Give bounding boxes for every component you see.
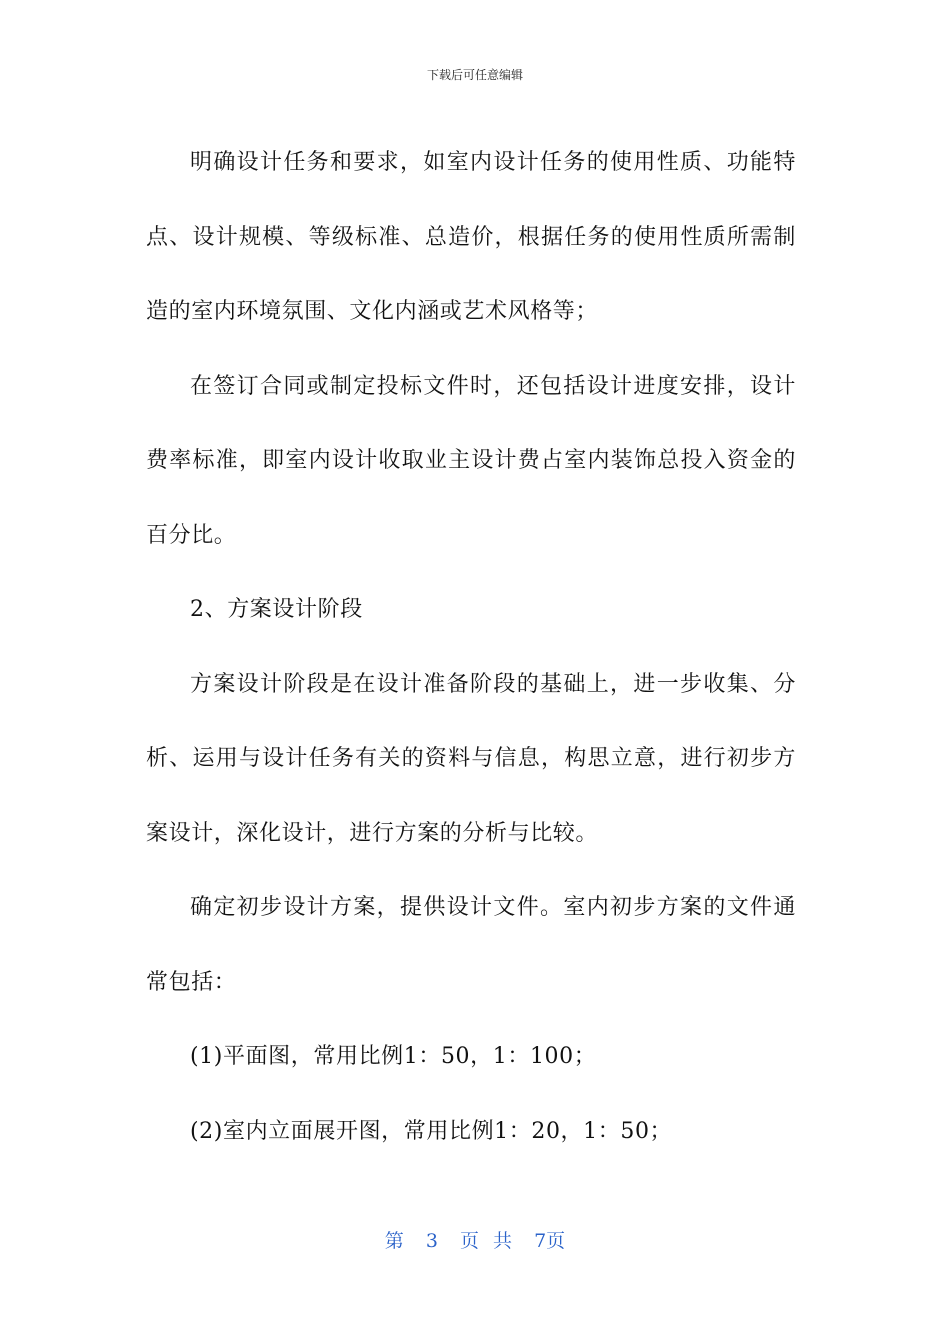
paragraph-design-requirements: 明确设计任务和要求，如室内设计任务的使用性质、功能特点、设计规模、等级标准、总造价，根据任务的使用性质所需制造的室内环境氛围、文化内涵或艺术风格等； [146, 150, 796, 324]
header-note: 下载后可任意编辑 [426, 68, 523, 82]
list-item-floor-plan: (1)平面图，常用比例1：50，1：100； [190, 1044, 597, 1069]
page-footer [0, 1226, 950, 1253]
paragraph-contract-fees: 在签订合同或制定投标文件时，还包括设计进度安排，设计费率标准，即室内设计收取业主设计费占室内装饰总投入资金的百分比。 [146, 373, 796, 548]
paragraph-preliminary-scheme: 确定初步设计方案，提供设计文件。室内初步方案的文件通常包括： [146, 895, 796, 995]
paragraph-scheme-design-stage: 方案设计阶段是在设计准备阶段的基础上，进一步收集、分析、运用与设计任务有关的资料与信息，构思立意，进行初步方案设计，深化设计，进行方案的分析与比较。 [146, 671, 796, 846]
page-label-prefix: 第 [384, 1230, 404, 1252]
list-item-elevation: (2)室内立面展开图，常用比例1：20，1：50； [190, 1118, 673, 1144]
section-heading-scheme-design: 2、方案设计阶段 [190, 597, 363, 622]
document-body [146, 126, 796, 1169]
total-pages: 7页 [534, 1230, 566, 1252]
current-page-number: 3 [425, 1230, 438, 1252]
page-label-middle: 页 共 [460, 1230, 513, 1252]
